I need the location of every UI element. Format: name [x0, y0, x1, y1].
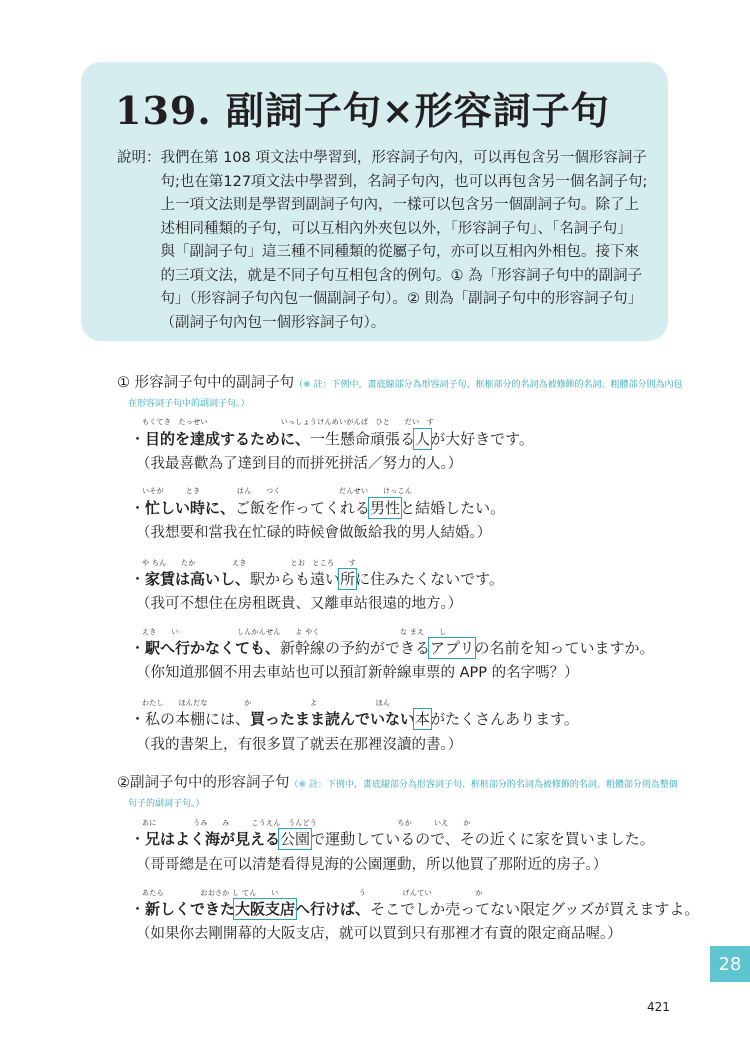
translation: （我的書架上，有很多買了就丟在那裡沒讀的書。）: [136, 737, 463, 753]
explanation-line: 句」（形容詞子句內包一個副詞子句）。② 則為「副詞子句中的形容詞子句」: [160, 291, 643, 307]
modifier-clause: 海が見える: [205, 830, 281, 848]
furigana: えき い しんかんせん よ やく な まえ し: [142, 628, 447, 636]
furigana: あに うみ み こうえん うんどう ちか いえ か: [142, 819, 471, 827]
translation: （你知道那個不用去車站也可以預訂新幹線車票的 APP 的名字嗎？）: [136, 665, 579, 681]
furigana: や ちん たか えき とお ところ す: [142, 559, 357, 567]
section-note-cont: 在形容詞子句中的副詞子句。）: [128, 399, 250, 409]
explanation-line: 上一項文法則是學習到副詞子句內，一樣可以包含另一個副詞子句。除了上: [160, 197, 639, 213]
clause: 私の本棚には、: [145, 710, 251, 728]
translation: （我想要和當我在忙碌的時候會做飯給我的男人結婚。）: [136, 525, 492, 541]
example-sentence: [130, 497, 505, 518]
bullet: ・: [130, 499, 146, 517]
modifier-clause: ご飯を作ってくれる: [235, 499, 371, 517]
boxed-noun: アプリ: [430, 639, 475, 657]
translation: （如果你去剛開幕的大阪支店，就可以買到只有那裡才有賣的限定商品喔。）: [136, 926, 622, 942]
bullet: ・: [130, 430, 146, 448]
bullet: ・: [130, 570, 146, 588]
bullet: ・: [130, 830, 146, 848]
sentence-rest: が大好きです。: [430, 430, 534, 448]
boxed-noun: 人: [415, 430, 431, 448]
sentence-rest: と結婚したい。: [400, 499, 506, 517]
furigana: いそが とき はん つく だんせい けっこん: [142, 487, 413, 495]
example-sentence: [130, 568, 504, 589]
chapter-tab: 28: [710, 946, 750, 982]
example-sentence: [130, 428, 534, 449]
boxed-noun: 大阪支店: [235, 900, 296, 918]
page-number: 421: [647, 1000, 670, 1014]
page-title: 139. 副詞子句×形容詞子句: [115, 88, 610, 133]
bold-clause: 家賃は高いし、: [145, 570, 251, 588]
explanation-line: 句;也在第127項文法中學習到，名詞子句內，也可以再包含另一個名詞子句;: [160, 173, 648, 190]
explanation-line: 與「副詞子句」這三種不同種類的從屬子句，亦可以互相內外相包。接下來: [160, 244, 639, 260]
bold-clause: 新しくできた: [145, 900, 236, 918]
bold-clause: 目的を達成するために、: [145, 430, 311, 448]
section-note: （※ 註：下例中，畫底線部分為形容詞子句、框框部分的名詞為被修飾的名詞。粗體部分則為內包: [294, 380, 683, 390]
sentence-rest: で運動しているので、その近くに家を買いました。: [310, 830, 655, 848]
bullet: ・: [130, 639, 146, 657]
modifier-clause: 新幹線の予約ができる: [280, 639, 431, 657]
furigana: もくてき たっせい いっしょうけんめいがんば ひと だい す: [142, 418, 434, 426]
bullet: ・: [130, 900, 146, 918]
section-heading-text: ① 形容詞子句中的副詞子句: [117, 375, 295, 391]
sentence-rest: がたくさんあります。: [430, 710, 579, 728]
explanation-text: [117, 147, 647, 335]
example-sentence: [130, 637, 654, 658]
modifier-clause: 駅からも遠い: [250, 570, 341, 588]
bold-clause: 兄はよく: [145, 830, 206, 848]
section-heading-2: [117, 771, 678, 792]
sentence-rest: の名前を知っていますか。: [474, 639, 655, 657]
translation: （我可不想住在房租既貴、又離車站很遠的地方。）: [136, 596, 463, 612]
furigana: あたら おおさか し てん い う げんてい か: [142, 889, 483, 897]
bullet: ・: [130, 710, 146, 728]
explanation-line: 我們在第 108 項文法中學習到，形容詞子句內，可以再包含另一個形容詞子: [160, 150, 647, 166]
sentence-rest: に住みたくないです。: [355, 570, 504, 588]
bold-clause: へ行けば、: [295, 900, 371, 918]
furigana: わたし ほんだな か よ ほん: [142, 699, 391, 707]
section-note: （※ 註：下例中，畫底線部分為形容詞子句、框框部分的名詞為被修飾的名詞。粗體部分則為整個: [289, 780, 678, 790]
bold-clause: 忙しい時に、: [145, 499, 236, 517]
translation: （哥哥總是在可以清楚看得見海的公園運動，所以他買了那附近的房子。）: [136, 857, 608, 873]
section-heading-text: ②副詞子句中的形容詞子句: [117, 775, 290, 791]
example-sentence: [130, 898, 699, 919]
modifier-clause: 一生懸命頑張る: [310, 430, 416, 448]
explanation-label: 說明：: [117, 150, 161, 166]
explanation-line: 述相同種類的子句，可以互相內外夾包以外，「形容詞子句」、「名詞子句」: [160, 220, 632, 237]
bold-clause: 駅へ行かなくても、: [145, 639, 281, 657]
modifier-clause: 買ったまま読んでいない: [250, 710, 416, 728]
explanation-line: 的三項文法，就是不同子句互相包含的例句。① 為「形容詞子句中的副詞子: [160, 267, 643, 284]
example-sentence: [130, 708, 579, 729]
explanation-line: （副詞子句內包一個形容詞子句）。: [160, 314, 386, 331]
section-heading-1: [117, 371, 683, 392]
section-note-cont: 句子的副詞子句。）: [128, 799, 205, 809]
sentence-rest: そこでしか売ってない限定グッズが買えますよ。: [370, 900, 700, 918]
boxed-noun: 本: [415, 710, 431, 728]
boxed-noun: 男性: [370, 499, 401, 517]
translation: （我最喜歡為了達到目的而拼死拼活／努力的人。）: [136, 456, 463, 472]
boxed-noun: 所: [340, 570, 356, 588]
example-sentence: [130, 828, 655, 849]
boxed-noun: 公園: [280, 830, 311, 848]
